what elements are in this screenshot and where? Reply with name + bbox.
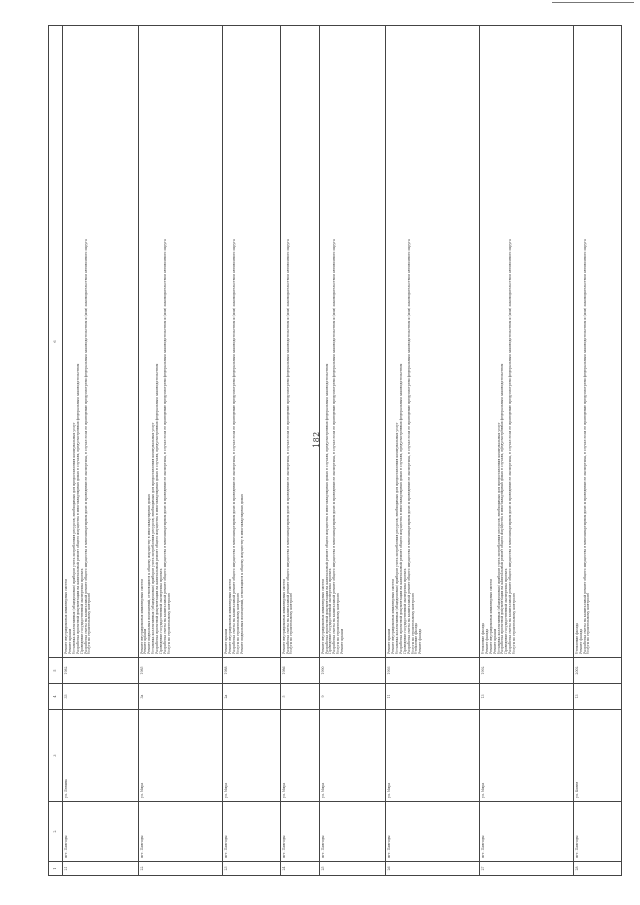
work-item: Разработка сметы на капитальный ремонт общего имущества в многоквартирном доме и проведение ее экспертизы, в случае если ее проведение предусмотрено федеральным законодательством и (или) законодательством автономного округа (508, 239, 513, 654)
table-row (63, 26, 139, 876)
work-item: Разработка сметы на капитальный ремонт общего имущества в многоквартирном доме и проведение ее экспертизы, в случае если ее проведение предусмотрено федеральным законодательством и (или) законодательством автономного округа (332, 239, 337, 654)
work-item: Утепление фасада (574, 622, 579, 654)
work-item: Разработка проектной документации на капитальный ремонт общего имущества в многоквартирных домах в случаях, предусмотренных федеральным законодательством (324, 363, 329, 654)
work-item: Установка коллективных (общедомовых) приборов учета потребления ресурсов, необходимых для предоставления коммунальных услуг (496, 422, 501, 654)
commissioning-year-cell: 1982 (63, 658, 139, 684)
commissioning-year-cell: 1993 (386, 658, 480, 684)
column-number-cell: 1 (49, 862, 63, 876)
work-item: Проведение государственной экспертизы проекта (79, 568, 84, 654)
settlement-cell: пгт. Пангоды (573, 802, 621, 862)
work-item: Услуги по строительному контролю (289, 593, 294, 654)
work-item: Разработка сметы на капитальный ремонт общего имущества в многоквартирном доме и проведение ее экспертизы, в случае если ее проведение предусмотрено федеральным законодательством и (или) законодательством автономного округа (163, 239, 168, 654)
settlement-cell: пгт. Пангоды (138, 802, 223, 862)
street-cell: ул. Мира (386, 710, 480, 802)
work-item: Разработка сметы на капитальный ремонт общего имущества в многоквартирном доме и проведение ее экспертизы, в случае если ее проведение предусмотрено федеральным законодательством и (или) законодательством автономного округа (582, 239, 587, 654)
column-number-cell: 3 (49, 710, 63, 802)
column-number-cell: 2 (49, 802, 63, 862)
settlement-cell: пгт. Пангоды (386, 802, 480, 862)
column-number-cell: 6 (49, 26, 63, 658)
work-item: Ремонт крыши (67, 629, 72, 654)
works-list-cell (386, 26, 480, 658)
works-list-cell (138, 26, 223, 658)
work-item: Разработка проектной документации на капитальный ремонт общего имущества в многоквартирных домах в случаях, предусмотренных федеральным законодательством (398, 363, 403, 654)
work-item: Проведение государственной экспертизы проекта (328, 568, 333, 654)
settlement-cell: пгт. Пангоды (223, 802, 280, 862)
work-item: Разработка проектной документации на капитальный ремонт общего имущества в многоквартирных домах в случаях, предусмотренных федеральным законодательством (75, 363, 80, 654)
street-cell: ул. Мира (319, 710, 385, 802)
commissioning-year-cell: 1992 (479, 658, 573, 684)
repair-program-table (48, 25, 622, 876)
work-item: Установка коллективных (общедомовых) приборов учета потребления ресурсов, необходимых для предоставления коммунальных услуг (151, 422, 156, 654)
table-row (280, 26, 319, 876)
work-item: Услуги по строительному контролю (512, 593, 517, 654)
house-number-cell: 33 (63, 684, 139, 710)
work-item: Ремонт крыши (143, 629, 148, 654)
work-item: Ремонт подвальных помещений, относящихся к общему имуществу в многоквартирных домах (239, 494, 244, 654)
house-number-cell: 9 (319, 684, 385, 710)
settlement-cell: пгт. Пангоды (280, 802, 319, 862)
table-row (386, 26, 480, 876)
house-number-cell: 3а (138, 684, 223, 710)
commissioning-year-cell: 1990 (319, 658, 385, 684)
rotated-table-sheet (48, 26, 622, 876)
work-item: Проведение государственной экспертизы проекта (504, 568, 509, 654)
work-item: Услуги по строительному контролю (87, 593, 92, 654)
works-list-cell (479, 26, 573, 658)
street-cell: ул. Мира (280, 710, 319, 802)
table-row (138, 26, 223, 876)
table-row (479, 26, 573, 876)
work-item: Ремонт внутридомовых инженерных систем (139, 579, 144, 654)
work-item: Установка коллективных (общедомовых) приборов учета потребления ресурсов, необходимых для предоставления коммунальных услуг (394, 422, 399, 654)
commissioning-year-cell: 1986 (280, 658, 319, 684)
row-number-cell: 24 (280, 862, 319, 876)
work-item: Ремонт крыши (224, 629, 229, 654)
work-item: Услуги по строительному контролю (336, 593, 341, 654)
street-cell: ул. Мира (138, 710, 223, 802)
work-item: Услуги по строительному контролю (586, 593, 591, 654)
work-item: Услуги по строительному контролю (410, 593, 415, 654)
top-rule (552, 2, 634, 3)
row-number-cell: 25 (319, 862, 385, 876)
work-item: Ремонт внутридомовых инженерных систем (64, 579, 68, 654)
commissioning-year-cell: 1985 (138, 658, 223, 684)
column-number-cell: 4 (49, 684, 63, 710)
settlement-cell: пгт. Пангоды (479, 802, 573, 862)
settlement-cell: пгт. Пангоды (319, 802, 385, 862)
house-number-cell: 11 (386, 684, 480, 710)
work-item: Ремонт фасада (484, 628, 489, 654)
column-number-cell: 5 (49, 658, 63, 684)
row-number-cell: 27 (479, 862, 573, 876)
row-number-cell: 21 (63, 862, 139, 876)
street-cell: ул. Мира (479, 710, 573, 802)
page-number: 182 (312, 431, 321, 448)
work-item: Ремонт крыши (387, 629, 392, 654)
works-list-cell (63, 26, 139, 658)
column-number-row (49, 26, 63, 876)
table-row (319, 26, 385, 876)
work-item: Разработка сметы на капитальный ремонт общего имущества в многоквартирном доме и проведение ее экспертизы, в случае если ее проведение предусмотрено федеральным законодательством и (или) законодательством автономного округа (83, 239, 88, 654)
work-item: Разработка сметы на капитальный ремонт общего имущества в многоквартирном доме и проведение ее экспертизы, в случае если ее проведение предусмотрено федеральным законодательством и (или) законодательством автономного округа (232, 239, 237, 654)
work-item: Разработка проектной документации на капитальный ремонт общего имущества в многоквартирных домах в случаях, предусмотренных федеральным законодательством (500, 363, 505, 654)
table-row (223, 26, 280, 876)
works-list-cell (319, 26, 385, 658)
work-item: Ремонт подвальных помещений, относящихся к общему имуществу в многоквартирных домах (147, 494, 152, 654)
work-item: Ремонт внутридомовых инженерных систем (488, 579, 493, 654)
work-item: Ремонт внутридомовых инженерных систем (320, 579, 325, 654)
work-item: Услуги по строительному контролю (236, 593, 240, 654)
commissioning-year-cell: 1988 (223, 658, 280, 684)
row-number-cell: 28 (573, 862, 621, 876)
table-row (573, 26, 621, 876)
row-number-cell: 23 (223, 862, 280, 876)
works-list-cell (280, 26, 319, 658)
row-number-cell: 26 (386, 862, 480, 876)
house-number-cell: 5 (280, 684, 319, 710)
works-list-cell (223, 26, 280, 658)
house-number-cell: 13 (573, 684, 621, 710)
house-number-cell: 13 (479, 684, 573, 710)
street-cell: ул. Ленина (63, 710, 139, 802)
work-item: Ремонт внутридомовых инженерных систем (281, 579, 286, 654)
work-item: Ремонт крыши (492, 629, 497, 654)
work-item: Проведение государственной экспертизы проекта (159, 568, 164, 654)
work-item: Ремонт фасада (578, 628, 583, 654)
work-item: Ремонт фасада (418, 628, 423, 654)
work-item: Ремонт внутридомовых инженерных систем (228, 579, 233, 654)
work-item: Разработка сметы на капитальный ремонт общего имущества в многоквартирном доме и проведение ее экспертизы, в случае если ее проведение предусмотрено федеральным законодательством и (или) законодательством автономного округа (406, 239, 411, 654)
work-item: Разработка сметы на капитальный ремонт общего имущества в многоквартирном доме и проведение ее экспертизы, в случае если ее проведение предусмотрено федеральным законодательством и (или) законодательством автономного округа (285, 239, 290, 654)
house-number-cell: 2а (223, 684, 280, 710)
settlement-cell: пгт. Пангоды (63, 802, 139, 862)
work-item: Ремонт внутридомовых инженерных систем (391, 579, 395, 654)
row-number-cell: 22 (138, 862, 223, 876)
commissioning-year-cell: 2002 (573, 658, 621, 684)
work-item: Утепление фасада (414, 622, 419, 654)
work-item: Установка коллективных (общедомовых) приборов учета потребления ресурсов, необходимых для предоставления коммунальных услуг (71, 422, 76, 654)
work-item: Утепление фасада (480, 622, 485, 654)
works-list-cell (573, 26, 621, 658)
street-cell: ул. Мира (223, 710, 280, 802)
work-item: Услуги по строительному контролю (166, 593, 171, 654)
work-item: Ремонт крыши (340, 629, 345, 654)
work-item: Проведение государственной экспертизы проекта (402, 568, 407, 654)
street-cell: ул. Конев (573, 710, 621, 802)
work-item: Разработка проектной документации на капитальный ремонт общего имущества в многоквартирных домах в случаях, предусмотренных федеральным законодательством (155, 363, 160, 654)
